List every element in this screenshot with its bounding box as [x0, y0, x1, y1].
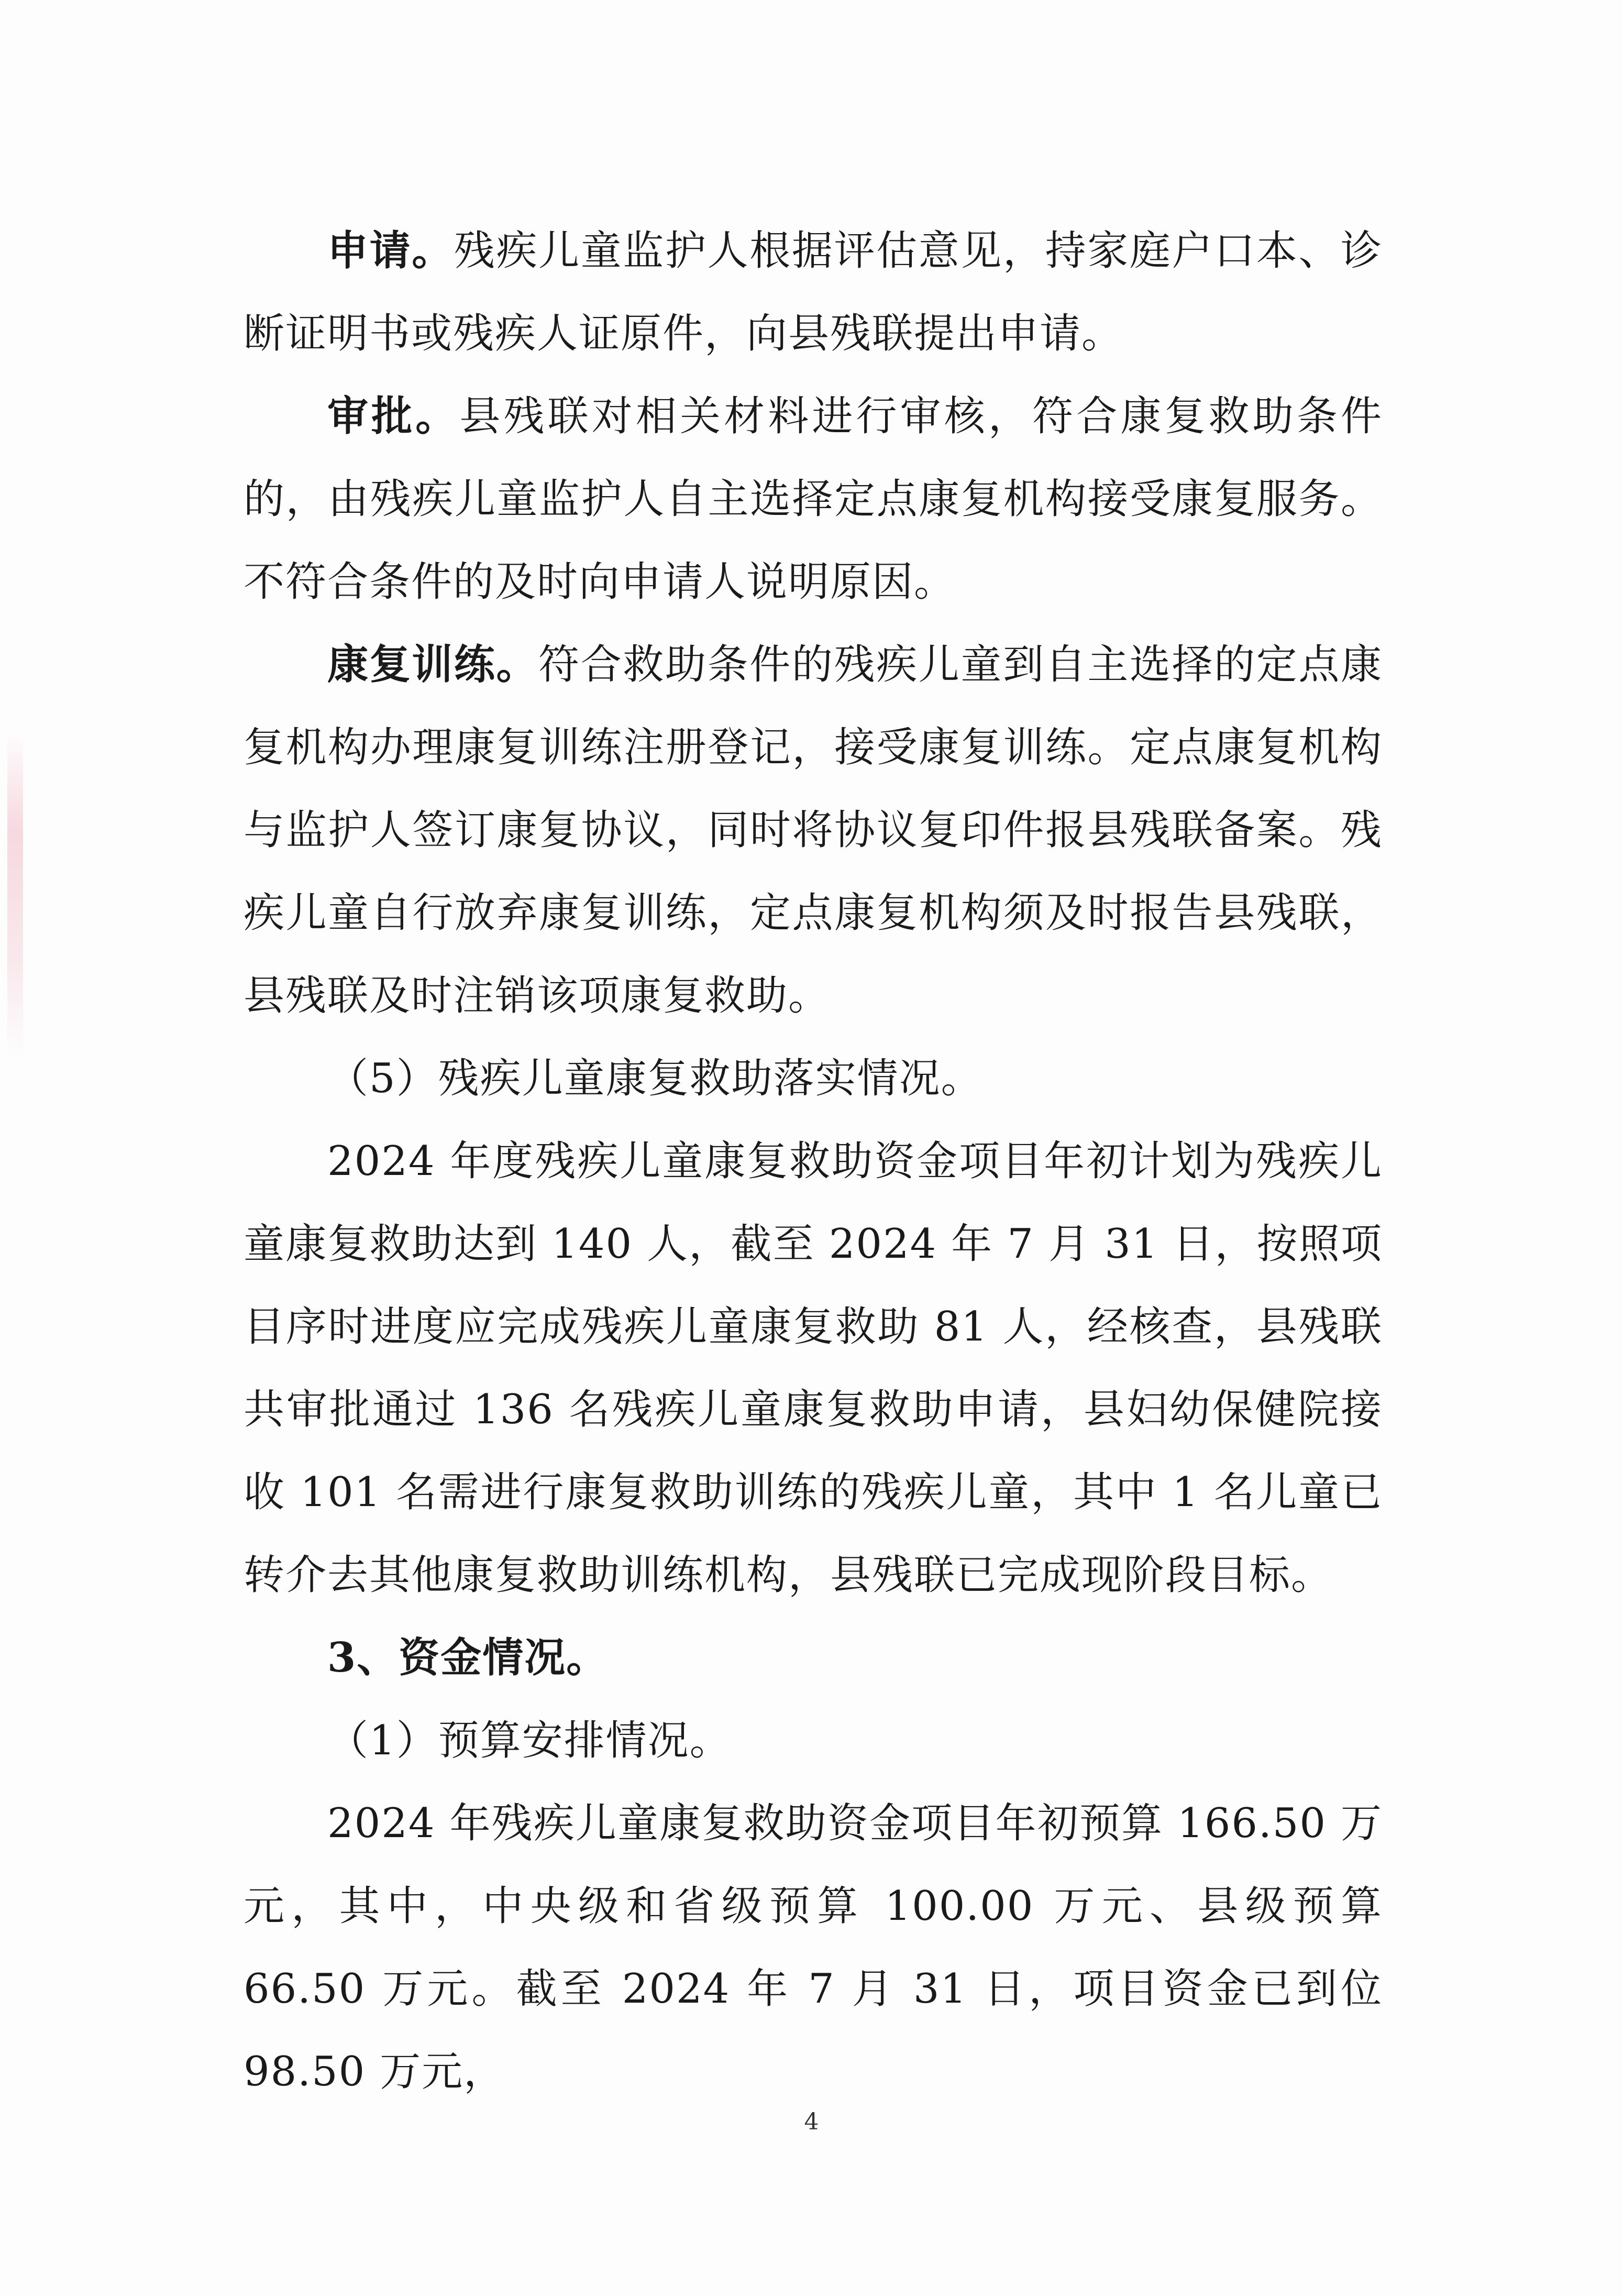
paragraph-text: 2024 年残疾儿童康复救助资金项目年初预算 166.50 万元，其中，中央级和省级预算 100.00 万元、县级预算 66.50 万元。截至 2024 年 7 月 31 日，项目资金已到位 98.50 万元， — [244, 1800, 1383, 2095]
page-number: 4 — [804, 2108, 819, 2135]
paragraph-lead: 审批。 — [327, 392, 460, 440]
seal-edge-mark — [7, 733, 23, 1058]
paragraph-lead: 申请。 — [327, 227, 454, 274]
document-body — [244, 210, 1383, 2113]
paragraph-approval — [244, 375, 1383, 623]
paragraph-text: （5）残疾儿童康复救助落实情况。 — [327, 1055, 983, 1102]
paragraph-application — [244, 210, 1383, 375]
subheading-implementation — [244, 1037, 1383, 1120]
paragraph-text: （1）预算安排情况。 — [327, 1717, 732, 1764]
heading-funding — [244, 1617, 1383, 1699]
paragraph-text: 2024 年度残疾儿童康复救助资金项目年初计划为残疾儿童康复救助达到 140 人，截至 2024 年 7 月 31 日，按照项目序时进度应完成残疾儿童康复救助 81 人，经核查，县残联共审批通过 136 名残疾儿童康复救助申请，县妇幼保健院接收 101 名需进行康复救助训练的残疾儿童，其中 1 名儿童已转介去其他康复救助训练机构，县残联已完成现阶段目标。 — [244, 1138, 1383, 1599]
paragraph-lead: 康复训练。 — [327, 641, 539, 688]
paragraph-text: 符合救助条件的残疾儿童到自主选择的定点康复机构办理康复训练注册登记，接受康复训练。定点康复机构与监护人签订康复协议，同时将协议复印件报县残联备案。残疾儿童自行放弃康复训练，定点康复机构须及时报告县残联，县残联及时注销该项康复救助。 — [244, 641, 1383, 1019]
subheading-budget — [244, 1699, 1383, 1782]
paragraph-text: 残疾儿童监护人根据评估意见，持家庭户口本、诊断证明书或残疾人证原件，向县残联提出申请。 — [244, 227, 1383, 357]
section-heading: 3、资金情况。 — [327, 1634, 609, 1682]
paragraph-budget — [244, 1782, 1383, 2113]
paragraph-text: 县残联对相关材料进行审核，符合康复救助条件的，由残疾儿童监护人自主选择定点康复机构接受康复服务。不符合条件的及时向申请人说明原因。 — [244, 393, 1383, 606]
paragraph-implementation — [244, 1120, 1383, 1617]
paragraph-rehab-training — [244, 623, 1383, 1037]
